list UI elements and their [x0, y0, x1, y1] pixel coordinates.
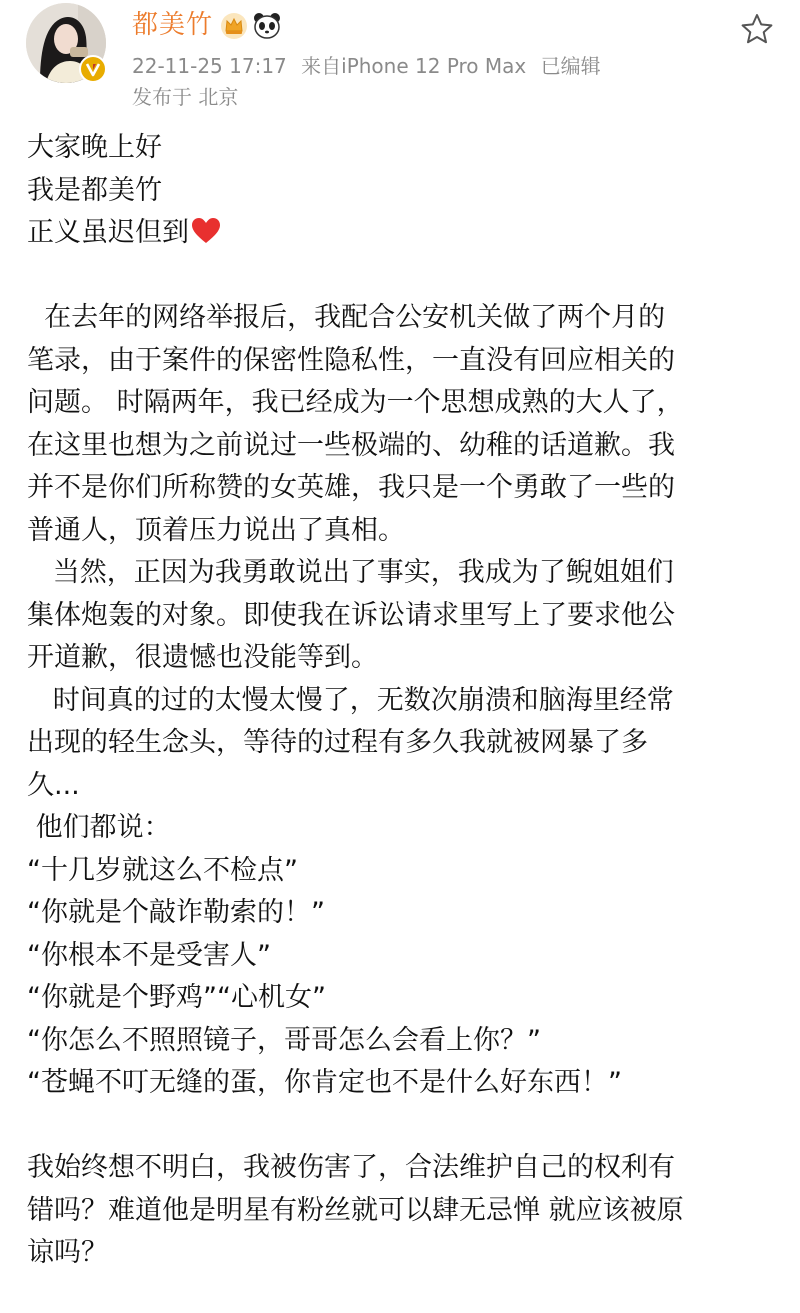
quote-line: “你怎么不照照镜子，哥哥怎么会看上你？” — [27, 1024, 541, 1056]
paragraph-line: 笔录，由于案件的保密性隐私性，一直没有回应相关的 — [27, 344, 675, 376]
post-meta — [132, 53, 609, 79]
spacer — [27, 1105, 772, 1148]
quote-line: “你就是个敲诈勒索的！” — [27, 897, 325, 928]
verified-badge-icon — [79, 55, 107, 83]
greeting-line: 我是都美竹 — [27, 174, 162, 206]
paragraph-line: 在去年的网络举报后，我配合公安机关做了两个月的 — [27, 302, 666, 333]
paragraph-line: 时间真的过的太慢太慢了，无数次崩溃和脑海里经常 — [27, 684, 674, 716]
quote-line: “你根本不是受害人” — [27, 939, 271, 971]
paragraph-line: 我始终想不明白，我被伤害了，合法维护自己的权利有 — [27, 1152, 675, 1183]
paragraph-line: 错吗？难道他是明星有粉丝就可以肆无忌惮 就应该被原 — [27, 1194, 684, 1226]
quote-line: “苍蝇不叮无缝的蛋，你肯定也不是什么好东西！” — [27, 1067, 622, 1098]
crown-icon[interactable] — [220, 12, 248, 40]
paragraph-line: 集体炮轰的对象。即使我在诉讼请求里写上了要求他公 — [27, 599, 675, 631]
paragraph-line: 问题。 时隔两年，我已经成为一个思想成熟的大人了， — [27, 387, 684, 418]
paragraph-line: 并不是你们所称赞的女英雄，我只是一个勇敢了一些的 — [27, 472, 675, 503]
post-timestamp: 22-11-25 17:17 — [132, 54, 287, 78]
quote-line: “十几岁就这么不检点” — [27, 854, 298, 886]
spacer — [27, 255, 772, 298]
panda-icon[interactable] — [252, 10, 282, 40]
post-body — [27, 127, 772, 1275]
post-source: 来自iPhone 12 Pro Max — [301, 54, 527, 78]
paragraph-line: 出现的轻生念头，等待的过程有多久我就被网暴了多 — [27, 727, 648, 758]
greeting-line: 大家晚上好 — [27, 132, 162, 163]
paragraph-line: 谅吗？ — [27, 1237, 108, 1268]
quote-line: “你就是个野鸡”“心机女” — [27, 982, 326, 1013]
author-name[interactable]: 都美竹 — [132, 10, 214, 40]
heart-icon — [191, 217, 221, 245]
edited-label[interactable]: 已编辑 — [540, 54, 601, 78]
paragraph-line: 当然，正因为我勇敢说出了事实，我成为了鲵姐姐们 — [27, 557, 674, 588]
post-header — [0, 0, 800, 120]
quotes-intro: 他们都说： — [27, 812, 171, 843]
greeting-text: 正义虽迟但到 — [27, 217, 189, 248]
post-location: 发布于 北京 — [132, 85, 239, 109]
greeting-line — [27, 212, 772, 255]
paragraph-line: 久... — [27, 769, 80, 801]
star-outline-icon[interactable] — [740, 12, 774, 46]
paragraph-line: 在这里也想为之前说过一些极端的、幼稚的话道歉。我 — [27, 429, 675, 461]
paragraph-line: 开道歉，很遗憾也没能等到。 — [27, 642, 378, 673]
paragraph-line: 普通人，顶着压力说出了真相。 — [27, 514, 405, 546]
